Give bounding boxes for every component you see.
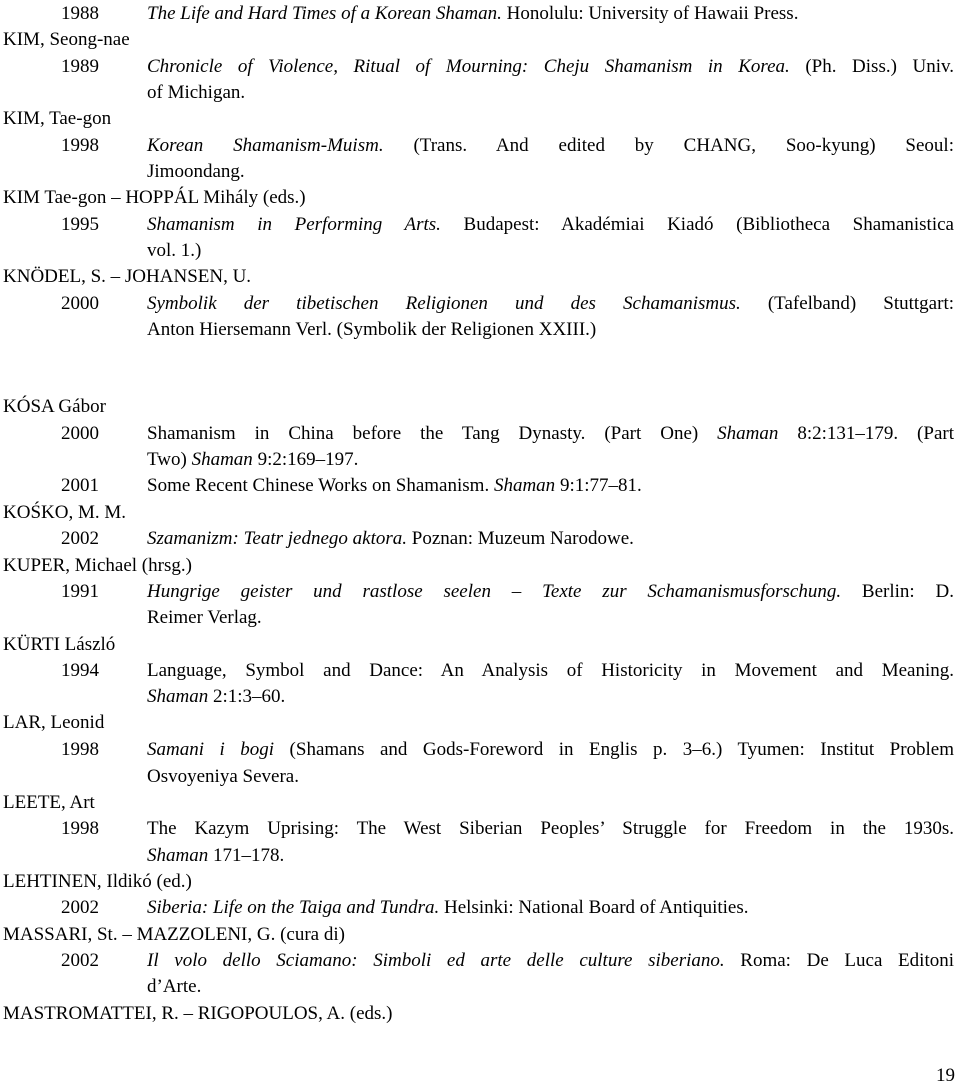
entry-text: Anton Hiersemann Verl. (Symbolik der Religionen XXIII.) [147, 319, 597, 340]
entry-line [147, 739, 954, 761]
entry-line [147, 976, 201, 998]
entry-line [147, 82, 245, 104]
entry-text: Jimoondang. [147, 161, 245, 182]
entry-year: 2000 [61, 423, 99, 444]
entry-text: Honolulu: University of Hawaii Press. [501, 3, 799, 24]
entry-text: of Michigan. [147, 82, 246, 103]
entry-year: 2002 [61, 950, 99, 971]
author-heading: LEETE, Art [3, 792, 95, 813]
italic-title: Shaman [493, 475, 556, 496]
entry-year: 1989 [61, 56, 99, 77]
author-heading: KÓSA Gábor [3, 396, 106, 417]
author-heading: KÜRTI László [3, 634, 116, 655]
entry-year: 1998 [61, 135, 99, 156]
entry-line [147, 475, 642, 497]
entry-text: 9:1:77–81. [555, 475, 642, 496]
entry-text: (Shamans and Gods-Foreword in Englis p. 3–6.) Tyumen: Institut Problem [274, 739, 955, 760]
author-heading: LAR, Leonid [3, 712, 105, 733]
entry-year: 2002 [61, 897, 99, 918]
entry-line [147, 240, 201, 262]
italic-title: Chronicle of Violence, Ritual of Mourning: Cheju Shamanism in Korea. [147, 56, 790, 77]
entry-text: (Tafelband) Stuttgart: [740, 293, 955, 314]
italic-title: Shaman [147, 845, 209, 866]
entry-line [147, 161, 245, 183]
italic-title: Shaman [147, 686, 209, 707]
entry-line [147, 56, 954, 78]
entry-text: Budapest: Akadémiai Kiadó (Bibliotheca Shamanistica [440, 214, 954, 235]
entry-text: (Ph. Diss.) Univ. [789, 56, 954, 77]
entry-line [147, 293, 954, 315]
entry-text: Shamanism in China before the Tang Dynasty. (Part One) [147, 423, 718, 444]
entry-year: 2002 [61, 528, 99, 549]
entry-line [147, 423, 954, 445]
entry-text: 8:2:131–179. (Part [778, 423, 954, 444]
author-heading: KNÖDEL, S. – JOHANSEN, U. [3, 266, 252, 287]
entry-line [147, 686, 285, 708]
entry-text: vol. 1.) [147, 240, 202, 261]
entry-text: Language, Symbol and Dance: An Analysis of Historicity in Movement and Meaning. [147, 660, 954, 681]
author-heading: KIM, Seong-nae [3, 29, 130, 50]
entry-year: 1998 [61, 739, 99, 760]
entry-text: Some Recent Chinese Works on Shamanism. [147, 475, 494, 496]
entry-text: Osvoyeniya Severa. [147, 766, 299, 787]
entry-line [147, 581, 954, 603]
entry-text: d’Arte. [147, 976, 202, 997]
italic-title: The Life and Hard Times of a Korean Shaman. [147, 3, 502, 24]
entry-line [147, 449, 358, 471]
entry-year: 2001 [61, 475, 99, 496]
entry-year: 1995 [61, 214, 99, 235]
italic-title: Shaman [717, 423, 779, 444]
entry-text: Roma: De Luca Editoni [724, 950, 954, 971]
entry-line [147, 818, 954, 840]
entry-year: 1988 [61, 3, 99, 24]
entry-text: Two) [147, 449, 192, 470]
entry-line [147, 528, 634, 550]
entry-year: 2000 [61, 293, 99, 314]
entry-line [147, 607, 262, 629]
italic-title: Hungrige geister und rastlose seelen – Texte zur Schamanismusforschung. [147, 581, 842, 602]
entry-text: The Kazym Uprising: The West Siberian Peoples’ Struggle for Freedom in the 1930s. [147, 818, 954, 839]
entry-text: Berlin: D. [841, 581, 954, 602]
entry-year: 1991 [61, 581, 99, 602]
entry-line [147, 319, 596, 341]
entry-text: Reimer Verlag. [147, 607, 262, 628]
entry-line [147, 766, 299, 788]
italic-title: Symbolik der tibetischen Religionen und des Schamanismus. [147, 293, 741, 314]
italic-title: Korean Shamanism-Muism. [147, 135, 384, 156]
entry-line [147, 897, 749, 919]
entry-text: Poznan: Muzeum Narodowe. [407, 528, 634, 549]
italic-title: Szamanizm: Teatr jednego aktora. [147, 528, 408, 549]
author-heading: KIM, Tae-gon [3, 108, 112, 129]
entry-year: 1998 [61, 818, 99, 839]
author-heading: KUPER, Michael (hrsg.) [3, 555, 192, 576]
entry-line [147, 950, 954, 972]
entry-year: 1994 [61, 660, 99, 681]
entry-line [147, 135, 954, 157]
italic-title: Shamanism in Performing Arts. [147, 214, 441, 235]
entry-text: 2:1:3–60. [208, 686, 286, 707]
italic-title: Shaman [191, 449, 253, 470]
author-heading: LEHTINEN, Ildikó (ed.) [3, 871, 192, 892]
italic-title: Il volo dello Sciamano: Simboli ed arte delle culture siberiano. [147, 950, 725, 971]
entry-line [147, 845, 284, 867]
entry-line [147, 3, 798, 25]
entry-text: 171–178. [208, 845, 285, 866]
entry-line [147, 214, 954, 236]
author-heading: KOŚKO, M. M. [3, 502, 126, 523]
author-heading: MASTROMATTEI, R. – RIGOPOULOS, A. (eds.) [3, 1003, 393, 1024]
author-heading: KIM Tae-gon – HOPPÁL Mihály (eds.) [3, 187, 306, 208]
italic-title: Samani i bogi [147, 739, 275, 760]
italic-title: Siberia: Life on the Taiga and Tundra. [147, 897, 440, 918]
entry-text: 9:2:169–197. [252, 449, 359, 470]
author-heading: MASSARI, St. – MAZZOLENI, G. (cura di) [3, 924, 345, 945]
page-number: 19 [936, 1065, 955, 1086]
entry-line [147, 660, 954, 682]
entry-text: (Trans. And edited by CHANG, Soo-kyung) Seoul: [383, 135, 954, 156]
entry-text: Helsinki: National Board of Antiquities. [439, 897, 749, 918]
